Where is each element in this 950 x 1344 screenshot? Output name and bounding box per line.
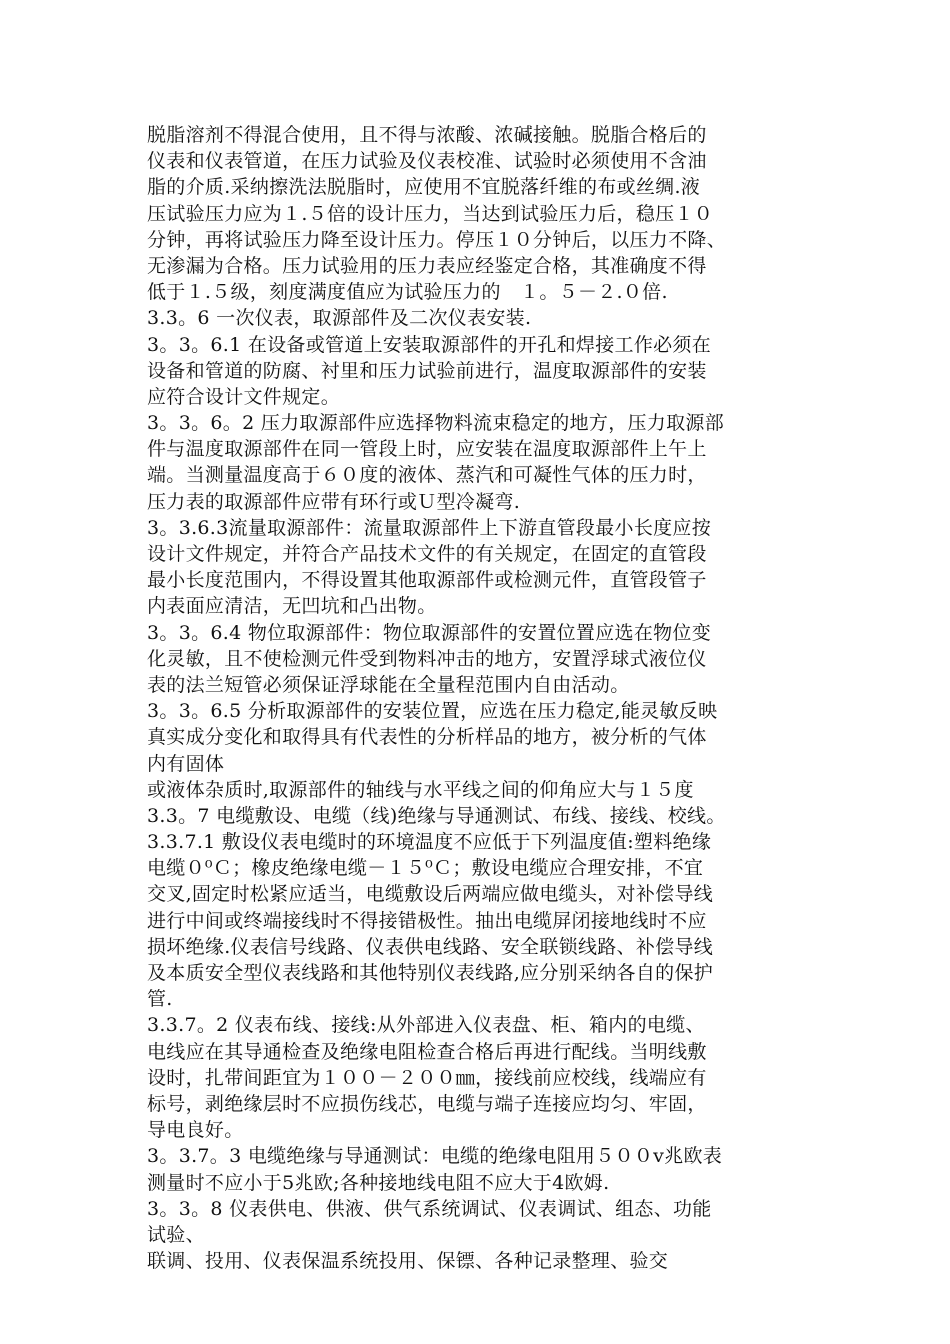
text-line: 无渗漏为合格。压力试验用的压力表应经鉴定合格，其准确度不得 bbox=[147, 254, 707, 277]
text-line: 3.3.7。2 仪表布线、接线:从外部进入仪表盘、柜、箱内的电缆、 bbox=[147, 1014, 705, 1037]
text-line: 分钟，再将试验压力降至设计压力。停压１０分钟后，以压力不降、 bbox=[147, 228, 727, 251]
text-line: 或液体杂质时,取源部件的轴线与水平线之间的仰角应大与１５度 bbox=[147, 778, 694, 801]
text-line: 3。3。8 仪表供电、供液、供气系统调试、仪表调试、组态、功能 bbox=[147, 1197, 712, 1220]
text-line: 3。3.6.3流量取源部件：流量取源部件上下游直管段最小长度应按 bbox=[147, 516, 712, 539]
text-line: 联调、投用、仪表保温系统投用、保镖、各种记录整理、验交 bbox=[147, 1250, 669, 1273]
text-line: 3。3.7。3 电缆绝缘与导通测试：电缆的绝缘电阻用５００v兆欧表 bbox=[147, 1145, 723, 1168]
text-line: 3.3。7 电缆敷设、电缆（线)绝缘与导通测试、布线、接线、校线。 bbox=[147, 804, 726, 827]
text-line: 设备和管道的防腐、衬里和压力试验前进行，温度取源部件的安装 bbox=[147, 359, 707, 382]
text-line: 电缆０⁰Ｃ；橡皮绝缘电缆－１５⁰Ｃ；敷设电缆应合理安排，不宜 bbox=[147, 857, 704, 880]
text-line: 仪表和仪表管道，在压力试验及仪表校准、试验时必须使用不含油 bbox=[147, 150, 707, 173]
text-line: 脂的介质.采纳擦洗法脱脂时，应使用不宜脱落纤维的布或丝绸.液 bbox=[147, 176, 701, 199]
text-line: 交叉,固定时松紧应适当，电缆敷设后两端应做电缆头，对补偿导线 bbox=[147, 883, 714, 906]
text-line: 3.3.7.1 敷设仪表电缆时的环境温度不应低于下列温度值:塑料绝缘 bbox=[147, 831, 712, 854]
text-line: 导电良好。 bbox=[147, 1119, 244, 1142]
text-line: 3。3。6.1 在设备或管道上安装取源部件的开孔和焊接工作必须在 bbox=[147, 333, 712, 356]
text-line: 件与温度取源部件在同一管段上时，应安装在温度取源部件上午上 bbox=[147, 438, 707, 461]
text-line: 3。3。6。2 压力取源部件应选择物料流束稳定的地方，压力取源部 bbox=[147, 412, 724, 435]
text-line: 压试验压力应为１.５倍的设计压力，当达到试验压力后，稳压１０ bbox=[147, 202, 714, 225]
text-line: 电线应在其导通检查及绝缘电阻检查合格后再进行配线。当明线敷 bbox=[147, 1040, 707, 1063]
text-line: 压力表的取源部件应带有环行或Ｕ型冷凝弯. bbox=[147, 490, 521, 513]
text-line: 3。3。6.5 分析取源部件的安装位置，应选在压力稳定,能灵敏反映 bbox=[147, 700, 718, 723]
text-line: 进行中间或终端接线时不得接错极性。抽出电缆屏闭接地线时不应 bbox=[147, 909, 707, 932]
text-line: 内有固体 bbox=[147, 752, 225, 775]
text-line: 管. bbox=[147, 988, 173, 1011]
text-line: 真实成分变化和取得具有代表性的分析样品的地方，被分析的气体 bbox=[147, 726, 707, 749]
text-line: 损坏绝缘.仪表信号线路、仪表供电线路、安全联锁线路、补偿导线 bbox=[147, 935, 714, 958]
text-line: 内表面应清洁，无凹坑和凸出物。 bbox=[147, 595, 437, 618]
text-line: 最小长度范围内，不得设置其他取源部件或检测元件，直管段管子 bbox=[147, 569, 707, 592]
text-line: 脱脂溶剂不得混合使用，且不得与浓酸、浓碱接触。脱脂合格后的 bbox=[147, 124, 707, 146]
text-line: 设计文件规定，并符合产品技术文件的有关规定，在固定的直管段 bbox=[147, 543, 707, 565]
text-line: 标号，剥绝缘层时不应损伤线芯，电缆与端子连接应均匀、牢固， bbox=[147, 1092, 707, 1115]
text-line: 3。3。6.4 物位取源部件：物位取源部件的安置位置应选在物位变 bbox=[147, 621, 712, 644]
text-line: 试验、 bbox=[147, 1223, 205, 1246]
text-line: 及本质安全型仪表线路和其他特别仪表线路,应分别采纳各自的保护 bbox=[147, 962, 714, 984]
text-line: 应符合设计文件规定。 bbox=[147, 385, 341, 408]
text-line: 低于１.５级，刻度满度值应为试验压力的 １。５－２.０倍. bbox=[147, 281, 668, 304]
text-line: 表的法兰短管必须保证浮球能在全量程范围内自由活动。 bbox=[147, 673, 630, 696]
text-line: 端。当测量温度高于６０度的液体、蒸汽和可凝性气体的压力时， bbox=[147, 464, 707, 487]
text-line: 3.3。6 一次仪表，取源部件及二次仪表安装. bbox=[147, 307, 532, 330]
text-line: 测量时不应小于5兆欧;各种接地线电阻不应大于4欧姆. bbox=[147, 1171, 610, 1194]
body-text bbox=[147, 122, 837, 1274]
text-line: 设时，扎带间距宜为１００－２００㎜，接线前应校线，线端应有 bbox=[147, 1066, 707, 1089]
text-line: 化灵敏，且不使检测元件受到物料冲击的地方，安置浮球式液位仪 bbox=[147, 647, 707, 670]
